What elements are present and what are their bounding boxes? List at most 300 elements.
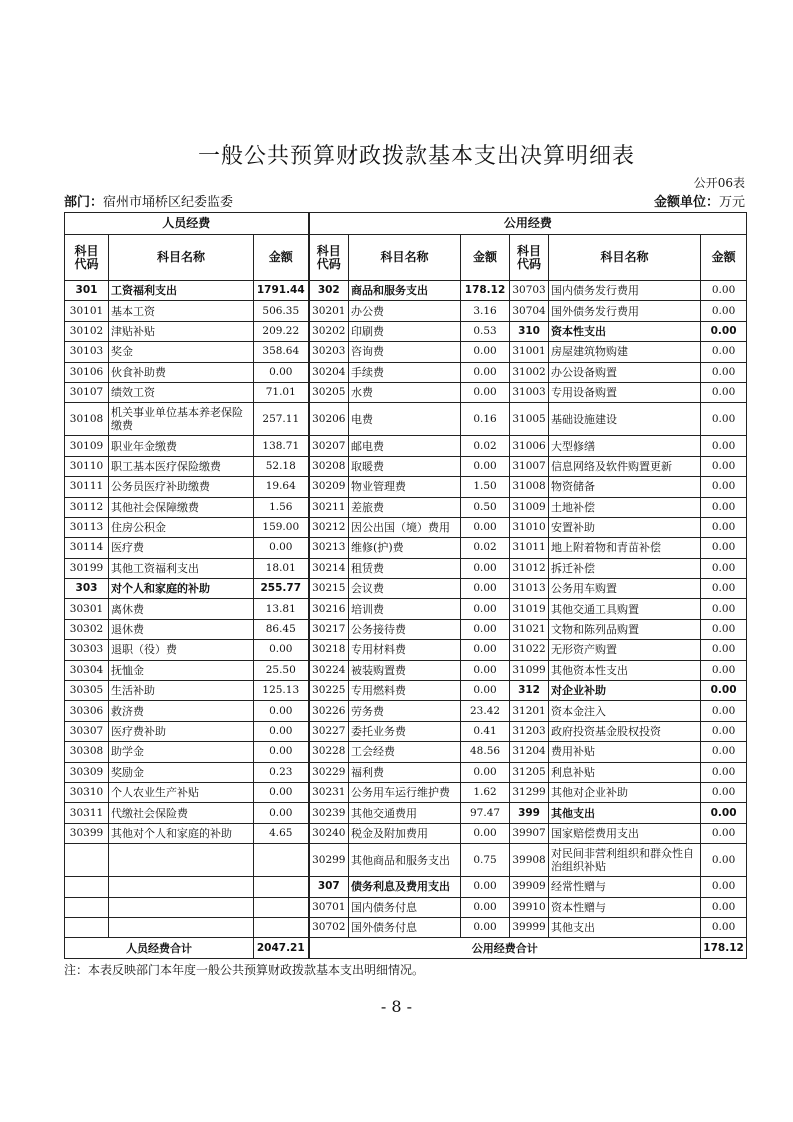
- cell-amount: [254, 897, 309, 917]
- cell-name: 维修(护)费: [349, 538, 461, 558]
- header-code: 科目代码: [510, 235, 549, 281]
- group-public: 公用经费: [309, 213, 747, 235]
- page-title: 一般公共预算财政拨款基本支出决算明细表: [197, 144, 635, 169]
- cell-code: 31002: [510, 362, 549, 382]
- cell-name: 专用燃料费: [349, 681, 461, 701]
- cell-code: 30702: [309, 917, 349, 937]
- table-row: [65, 477, 747, 497]
- cell-code: 307: [309, 877, 349, 897]
- cell-code: 31006: [510, 436, 549, 456]
- cell-name: 邮电费: [349, 436, 461, 456]
- cell-amount: 0.00: [254, 803, 309, 823]
- cell-amount: 0.00: [461, 660, 510, 680]
- cell-name: 奖金: [109, 342, 254, 362]
- cell-amount: 0.00: [701, 497, 747, 517]
- cell-code: 399: [510, 803, 549, 823]
- cell-amount: 0.00: [701, 897, 747, 917]
- header-code: 科目代码: [309, 235, 349, 281]
- cell-name: 物资储备: [549, 477, 701, 497]
- cell-name: 被装购置费: [349, 660, 461, 680]
- cell-code: 30102: [65, 321, 109, 341]
- cell-name: 机关事业单位基本养老保险缴费: [109, 403, 254, 436]
- table-row: [65, 681, 747, 701]
- cell-amount: 0.00: [701, 558, 747, 578]
- table-row: [65, 619, 747, 639]
- cell-amount: 0.00: [701, 579, 747, 599]
- cell-code: 31022: [510, 640, 549, 660]
- cell-name: 办公设备购置: [549, 362, 701, 382]
- cell-amount: 125.13: [254, 681, 309, 701]
- cell-name: 物业管理费: [349, 477, 461, 497]
- table-row: [65, 782, 747, 802]
- cell-name: 安置补助: [549, 517, 701, 537]
- cell-amount: 506.35: [254, 301, 309, 321]
- cell-amount: 0.00: [461, 558, 510, 578]
- cell-amount: 138.71: [254, 436, 309, 456]
- cell-name: 抚恤金: [109, 660, 254, 680]
- cell-code: 30301: [65, 599, 109, 619]
- cell-amount: [254, 917, 309, 937]
- cell-amount: 0.00: [701, 762, 747, 782]
- cell-code: 30216: [309, 599, 349, 619]
- cell-amount: 0.00: [701, 721, 747, 741]
- cell-code: 312: [510, 681, 549, 701]
- cell-amount: 0.00: [254, 742, 309, 762]
- cell-code: 30239: [309, 803, 349, 823]
- cell-name: 费用补贴: [549, 742, 701, 762]
- cell-amount: 0.00: [461, 579, 510, 599]
- cell-code: 30101: [65, 301, 109, 321]
- cell-name: 文物和陈列品购置: [549, 619, 701, 639]
- cell-amount: 0.00: [461, 517, 510, 537]
- cell-code: 30212: [309, 517, 349, 537]
- cell-amount: 0.00: [701, 362, 747, 382]
- cell-code: 30309: [65, 762, 109, 782]
- cell-name: 国内债务付息: [349, 897, 461, 917]
- cell-amount: 0.00: [701, 877, 747, 897]
- group-personnel: 人员经费: [65, 213, 309, 235]
- cell-name: 委托业务费: [349, 721, 461, 741]
- department: [64, 194, 233, 211]
- cell-name: 差旅费: [349, 497, 461, 517]
- cell-code: 30308: [65, 742, 109, 762]
- cell-amount: 255.77: [254, 579, 309, 599]
- table-row: [65, 897, 747, 917]
- header-name: 科目名称: [349, 235, 461, 281]
- cell-amount: 0.00: [254, 362, 309, 382]
- cell-amount: 48.56: [461, 742, 510, 762]
- table-row: [65, 742, 747, 762]
- cell-code: 31019: [510, 599, 549, 619]
- cell-code: 310: [510, 321, 549, 341]
- table-section: [64, 212, 746, 978]
- form-number: 公开06表: [693, 176, 745, 190]
- cell-amount: 0.02: [461, 436, 510, 456]
- cell-name: 电费: [349, 403, 461, 436]
- unit-value: 万元: [718, 195, 745, 210]
- cell-code: 31009: [510, 497, 549, 517]
- cell-code: 31299: [510, 782, 549, 802]
- cell-code: 30211: [309, 497, 349, 517]
- cell-code: 30703: [510, 281, 549, 301]
- cell-code: 39909: [510, 877, 549, 897]
- cell-name: 医疗费: [109, 538, 254, 558]
- cell-name: [109, 897, 254, 917]
- cell-name: 医疗费补助: [109, 721, 254, 741]
- cell-name: 大型修缮: [549, 436, 701, 456]
- cell-code: 30304: [65, 660, 109, 680]
- cell-amount: 1.50: [461, 477, 510, 497]
- cell-name: 工资福利支出: [109, 281, 254, 301]
- cell-code: 30206: [309, 403, 349, 436]
- cell-name: 其他支出: [549, 917, 701, 937]
- cell-name: 租赁费: [349, 558, 461, 578]
- cell-name: 政府投资基金股权投资: [549, 721, 701, 741]
- cell-name: [109, 877, 254, 897]
- cell-code: 31010: [510, 517, 549, 537]
- table-row: [65, 579, 747, 599]
- cell-amount: 13.81: [254, 599, 309, 619]
- cell-amount: 0.00: [701, 538, 747, 558]
- cell-code: 30399: [65, 823, 109, 843]
- cell-amount: 0.00: [254, 538, 309, 558]
- cell-name: [109, 917, 254, 937]
- cell-name: 劳务费: [349, 701, 461, 721]
- cell-amount: 0.16: [461, 403, 510, 436]
- cell-code: 30306: [65, 701, 109, 721]
- cell-amount: 3.16: [461, 301, 510, 321]
- header-amount: 金额: [254, 235, 309, 281]
- cell-name: 其他工资福利支出: [109, 558, 254, 578]
- cell-amount: 0.00: [701, 701, 747, 721]
- cell-name: 国外债务付息: [349, 917, 461, 937]
- footnote: 注：本表反映部门本年度一般公共预算财政拨款基本支出明细情况。: [64, 962, 425, 977]
- cell-name: 其他对企业补助: [549, 782, 701, 802]
- unit-label: 金额单位：: [653, 195, 719, 210]
- cell-name: 专用材料费: [349, 640, 461, 660]
- cell-amount: 0.00: [254, 701, 309, 721]
- cell-amount: 0.00: [701, 321, 747, 341]
- cell-code: 30203: [309, 342, 349, 362]
- table-row: [65, 403, 747, 436]
- cell-code: 39910: [510, 897, 549, 917]
- header-code: 科目代码: [65, 235, 109, 281]
- header-name: 科目名称: [109, 235, 254, 281]
- cell-code: 30209: [309, 477, 349, 497]
- table-row: [65, 640, 747, 660]
- cell-amount: 0.00: [461, 619, 510, 639]
- cell-amount: 0.00: [701, 281, 747, 301]
- cell-code: 30204: [309, 362, 349, 382]
- cell-amount: 0.00: [701, 382, 747, 402]
- cell-amount: 0.00: [461, 877, 510, 897]
- cell-code: 30199: [65, 558, 109, 578]
- cell-name: 拆迁补偿: [549, 558, 701, 578]
- cell-amount: 0.00: [701, 436, 747, 456]
- cell-code: 31001: [510, 342, 549, 362]
- cell-code: 31012: [510, 558, 549, 578]
- cell-code: 31008: [510, 477, 549, 497]
- cell-name: 其他对个人和家庭的补助: [109, 823, 254, 843]
- cell-code: 30113: [65, 517, 109, 537]
- cell-name: 国家赔偿费用支出: [549, 823, 701, 843]
- cell-name: 信息网络及软件购置更新: [549, 456, 701, 476]
- cell-name: 培训费: [349, 599, 461, 619]
- cell-code: [65, 897, 109, 917]
- cell-code: 30303: [65, 640, 109, 660]
- cell-name: 因公出国（境）费用: [349, 517, 461, 537]
- cell-code: 39999: [510, 917, 549, 937]
- cell-amount: 0.00: [461, 599, 510, 619]
- cell-name: 无形资产购置: [549, 640, 701, 660]
- cell-code: 30103: [65, 342, 109, 362]
- cell-amount: 1.62: [461, 782, 510, 802]
- cell-code: 30299: [309, 844, 349, 877]
- cell-name: 商品和服务支出: [349, 281, 461, 301]
- cell-code: 30229: [309, 762, 349, 782]
- cell-code: 30305: [65, 681, 109, 701]
- cell-name: 奖励金: [109, 762, 254, 782]
- cell-name: 国外债务发行费用: [549, 301, 701, 321]
- cell-code: 30208: [309, 456, 349, 476]
- cell-name: 办公费: [349, 301, 461, 321]
- cell-code: 30107: [65, 382, 109, 402]
- department-label: 部门：: [64, 195, 104, 210]
- table-row: [65, 701, 747, 721]
- cell-code: [65, 917, 109, 937]
- cell-name: 资本性支出: [549, 321, 701, 341]
- cell-code: 30202: [309, 321, 349, 341]
- cell-code: 31003: [510, 382, 549, 402]
- cell-code: 30108: [65, 403, 109, 436]
- cell-name: 伙食补助费: [109, 362, 254, 382]
- cell-name: 资本性赠与: [549, 897, 701, 917]
- personnel-total: 2047.21: [254, 938, 309, 958]
- cell-code: 30302: [65, 619, 109, 639]
- cell-amount: 0.00: [461, 382, 510, 402]
- table-row: [65, 721, 747, 741]
- table-row: [65, 281, 747, 301]
- table-row: [65, 877, 747, 897]
- cell-amount: 209.22: [254, 321, 309, 341]
- cell-name: 经常性赠与: [549, 877, 701, 897]
- cell-code: 30311: [65, 803, 109, 823]
- cell-amount: 0.00: [461, 362, 510, 382]
- cell-name: 津贴补贴: [109, 321, 254, 341]
- cell-amount: 0.00: [701, 599, 747, 619]
- personnel-total-label: 人员经费合计: [65, 938, 254, 958]
- cell-code: 30111: [65, 477, 109, 497]
- cell-name: 水费: [349, 382, 461, 402]
- cell-name: 离休费: [109, 599, 254, 619]
- cell-code: 31205: [510, 762, 549, 782]
- cell-code: 30207: [309, 436, 349, 456]
- cell-code: 30205: [309, 382, 349, 402]
- table-row: [65, 321, 747, 341]
- cell-amount: 0.00: [701, 823, 747, 843]
- cell-code: 30226: [309, 701, 349, 721]
- cell-amount: 0.00: [461, 456, 510, 476]
- cell-code: 30240: [309, 823, 349, 843]
- cell-code: 30112: [65, 497, 109, 517]
- cell-name: 咨询费: [349, 342, 461, 362]
- cell-code: 303: [65, 579, 109, 599]
- cell-amount: 0.02: [461, 538, 510, 558]
- cell-amount: 0.00: [254, 721, 309, 741]
- cell-name: 基础设施建设: [549, 403, 701, 436]
- cell-name: 个人农业生产补贴: [109, 782, 254, 802]
- cell-name: 对民间非营利组织和群众性自治组织补贴: [549, 844, 701, 877]
- cell-name: 其他交通费用: [349, 803, 461, 823]
- cell-code: 31203: [510, 721, 549, 741]
- cell-code: 31011: [510, 538, 549, 558]
- table-row: [65, 517, 747, 537]
- page-number: - 8 -: [380, 997, 413, 1016]
- cell-code: 30215: [309, 579, 349, 599]
- cell-name: 资本金注入: [549, 701, 701, 721]
- cell-amount: 0.00: [701, 844, 747, 877]
- cell-code: 31007: [510, 456, 549, 476]
- cell-name: 手续费: [349, 362, 461, 382]
- cell-amount: 19.64: [254, 477, 309, 497]
- cell-name: 债务利息及费用支出: [349, 877, 461, 897]
- table-row: [65, 803, 747, 823]
- cell-name: 其他交通工具购置: [549, 599, 701, 619]
- cell-code: 30225: [309, 681, 349, 701]
- cell-code: 30110: [65, 456, 109, 476]
- header-amount: 金额: [701, 235, 747, 281]
- cell-amount: 0.00: [461, 823, 510, 843]
- cell-name: 其他社会保障缴费: [109, 497, 254, 517]
- cell-name: 地上附着物和青苗补偿: [549, 538, 701, 558]
- cell-amount: 0.00: [461, 681, 510, 701]
- cell-code: 31013: [510, 579, 549, 599]
- table-row: [65, 382, 747, 402]
- cell-amount: 0.00: [701, 782, 747, 802]
- cell-name: 福利费: [349, 762, 461, 782]
- cell-amount: 0.00: [461, 342, 510, 362]
- cell-code: 30106: [65, 362, 109, 382]
- cell-amount: 257.11: [254, 403, 309, 436]
- department-value: 宿州市埇桥区纪委监委: [103, 195, 234, 210]
- cell-amount: 0.00: [461, 917, 510, 937]
- cell-amount: 0.00: [461, 640, 510, 660]
- cell-name: 其他支出: [549, 803, 701, 823]
- table-row: [65, 436, 747, 456]
- table-row: [65, 762, 747, 782]
- cell-amount: 0.53: [461, 321, 510, 341]
- cell-code: 31005: [510, 403, 549, 436]
- table-row: [65, 660, 747, 680]
- table-row: [65, 301, 747, 321]
- table-row: [65, 823, 747, 843]
- cell-name: 基本工资: [109, 301, 254, 321]
- cell-code: 31099: [510, 660, 549, 680]
- cell-amount: 0.00: [701, 456, 747, 476]
- cell-amount: 0.00: [701, 803, 747, 823]
- header-amount: 金额: [461, 235, 510, 281]
- cell-name: 取暖费: [349, 456, 461, 476]
- cell-code: 31204: [510, 742, 549, 762]
- table-row: [65, 342, 747, 362]
- amount-unit: [654, 194, 745, 211]
- cell-name: [109, 844, 254, 877]
- cell-amount: 86.45: [254, 619, 309, 639]
- cell-amount: 0.50: [461, 497, 510, 517]
- cell-name: 公务用车购置: [549, 579, 701, 599]
- cell-amount: 71.01: [254, 382, 309, 402]
- cell-amount: 358.64: [254, 342, 309, 362]
- cell-amount: 0.23: [254, 762, 309, 782]
- cell-name: 专用设备购置: [549, 382, 701, 402]
- cell-name: 绩效工资: [109, 382, 254, 402]
- cell-name: 会议费: [349, 579, 461, 599]
- cell-name: 公务接待费: [349, 619, 461, 639]
- cell-code: 30109: [65, 436, 109, 456]
- table-row: [65, 497, 747, 517]
- cell-code: 30701: [309, 897, 349, 917]
- cell-name: 救济费: [109, 701, 254, 721]
- cell-code: 301: [65, 281, 109, 301]
- cell-code: [65, 877, 109, 897]
- cell-code: 39908: [510, 844, 549, 877]
- table-row: [65, 844, 747, 877]
- cell-amount: 23.42: [461, 701, 510, 721]
- cell-name: 对企业补助: [549, 681, 701, 701]
- cell-name: 其他资本性支出: [549, 660, 701, 680]
- cell-amount: 4.65: [254, 823, 309, 843]
- cell-name: 代缴社会保险费: [109, 803, 254, 823]
- cell-code: 30224: [309, 660, 349, 680]
- cell-amount: 0.00: [701, 660, 747, 680]
- cell-code: 30228: [309, 742, 349, 762]
- cell-name: 退职（役）费: [109, 640, 254, 660]
- cell-code: [65, 844, 109, 877]
- cell-amount: [254, 877, 309, 897]
- cell-amount: 0.00: [701, 477, 747, 497]
- cell-code: 31021: [510, 619, 549, 639]
- cell-amount: 159.00: [254, 517, 309, 537]
- public-total: 178.12: [701, 938, 747, 958]
- cell-amount: 0.41: [461, 721, 510, 741]
- table-row: [65, 456, 747, 476]
- cell-amount: 52.18: [254, 456, 309, 476]
- cell-name: 税金及附加费用: [349, 823, 461, 843]
- cell-code: 30310: [65, 782, 109, 802]
- cell-name: 生活补助: [109, 681, 254, 701]
- cell-code: 30231: [309, 782, 349, 802]
- cell-code: 39907: [510, 823, 549, 843]
- cell-amount: 178.12: [461, 281, 510, 301]
- cell-amount: 0.00: [254, 782, 309, 802]
- cell-name: 房屋建筑物购建: [549, 342, 701, 362]
- cell-amount: 1791.44: [254, 281, 309, 301]
- cell-code: 302: [309, 281, 349, 301]
- cell-amount: 0.00: [461, 762, 510, 782]
- cell-code: 30704: [510, 301, 549, 321]
- cell-name: 公务员医疗补助缴费: [109, 477, 254, 497]
- cell-amount: 0.00: [701, 640, 747, 660]
- cell-amount: 0.00: [701, 342, 747, 362]
- cell-code: 30201: [309, 301, 349, 321]
- cell-code: 30307: [65, 721, 109, 741]
- cell-amount: 97.47: [461, 803, 510, 823]
- cell-amount: 0.00: [701, 517, 747, 537]
- cell-name: 职业年金缴费: [109, 436, 254, 456]
- cell-name: 助学金: [109, 742, 254, 762]
- cell-name: 国内债务发行费用: [549, 281, 701, 301]
- cell-amount: 0.00: [701, 917, 747, 937]
